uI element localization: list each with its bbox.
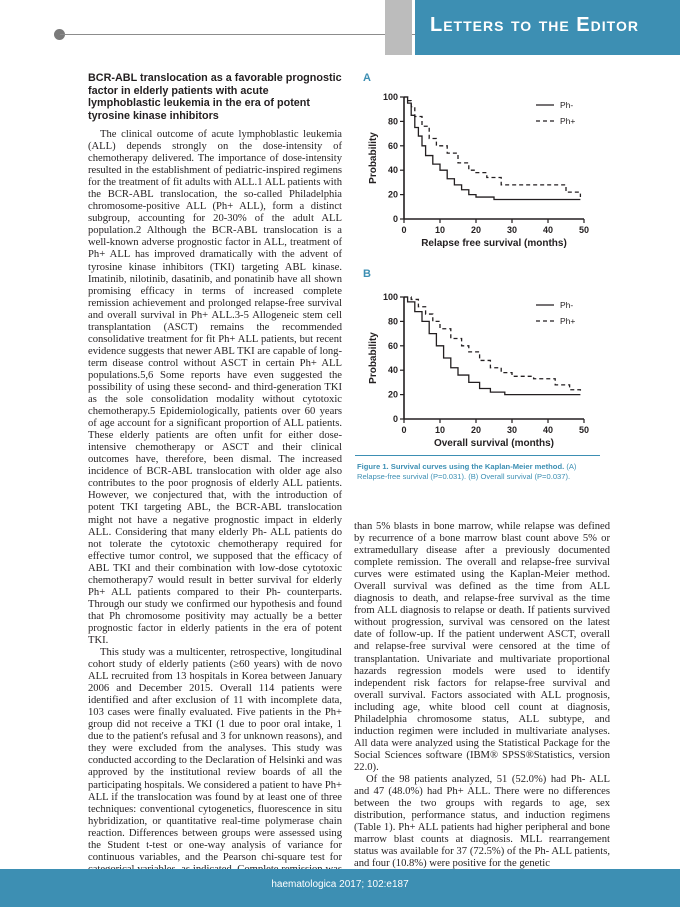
x-tick-label: 0 — [401, 425, 407, 435]
left-column — [88, 129, 342, 888]
y-tick-label: 0 — [392, 414, 398, 424]
x-tick-label: 40 — [542, 425, 554, 435]
km-curve-ph-negative — [404, 297, 580, 395]
y-tick-label: 80 — [387, 116, 398, 127]
paragraph-4: Of the 98 patients analyzed, 51 (52.0%) had Ph- ALL and 47 (48.0%) had Ph+ ALL. There were no differences between the two groups with regards to age, sex distribution, performance status, and induction regimens (Table 1). Ph+ ALL patients had higher peripheral and bone marrow blast counts at diagnosis. MLL rearrangement status was available for 37 (72.5%) of the Ph- ALL patients, and four (10.8%) were positive for the genetic — [354, 773, 610, 870]
paragraph-2: This study was a multicenter, retrospective, longitudinal cohort study of elderly patients (≥60 years) with de novo ALL recruited from 13 hospitals in Korea between January 2006 and December 2015. Overall 114 patients were identified and after exclusion of 11 with incomplete data, 103 cases were finally evaluated. Five patients in the Ph+ group did not receive a TKI (1 due to poor oral intake, 1 due to the patient's refusal and 3 for unknown reasons), and they were excluded from the analyses. This study was conducted according to the Declaration of Helsinki and was approved by the institutional review boards of all the participating hospitals. We considered a patient to have Ph+ ALL if the translocation was found by at least one of three techniques: conventional cytogenetics, fluorescence in situ hybridization, or quantitative real-time polymerase chain reaction. Differences between groups were assessed using the Student t-test or one-way analysis of variance for continuous variables, and the Pearson chi-square test for — [88, 647, 342, 863]
x-tick-label: 40 — [542, 225, 554, 235]
x-tick-label: 30 — [506, 225, 518, 235]
y-tick-label: 100 — [382, 92, 398, 102]
km-curve-ph-positive — [404, 297, 580, 392]
x-tick-label: 50 — [578, 425, 590, 435]
footer-citation: haematologica 2017; 102:e187 — [271, 879, 409, 890]
y-tick-label: 20 — [387, 189, 398, 200]
legend-label: Ph+ — [560, 316, 576, 326]
x-tick-label: 30 — [506, 425, 518, 435]
y-axis-label: Probability — [368, 132, 379, 184]
y-tick-label: 20 — [387, 389, 398, 400]
x-tick-label: 10 — [434, 225, 446, 235]
y-axis-label: Probability — [368, 332, 379, 384]
caption-rule — [355, 455, 600, 456]
y-tick-label: 80 — [387, 316, 398, 327]
legend-label: Ph- — [560, 100, 574, 110]
km-curve-ph-positive — [404, 97, 580, 197]
paragraph-3: than 5% blasts in bone marrow, while relapse was defined by recurrence of a bone marrow blast count above 5% or extramedullary disease after a previously documented complete remission. The overall and relapse-free survival curves were estimated using the Kaplan-Meier method. Overall survival was defined as the time from ALL diagnosis to death, and relapse-free survival as the time from ALL diagnosis to relapse or death. If patients survived without progression, survival was censored on the latest date of follow-up. If the patient underwent ASCT, overall and relapse-free survival were censored at the time of transplantation. Univariate and multivariate proportional hazards regression models were used to identify independent risk factors for relapse-free survival and overall survival. Factors associated with ALL prognosis, including age, white blood cell count at diagnosis, Philadelphia chromosome status, ALL subtype, and induction regimen were included in multivariate analyses. All data were analyzed using the Statistical Package for the Social Sciences software (IBM® SPSS®Statistics, version 22.0). — [354, 521, 610, 773]
header-rule — [60, 34, 420, 35]
caption-text: (A) Relapse-free survival (P=0.031). (B) Overall survival (P=0.037). — [357, 462, 577, 481]
article-title: BCR-ABL translocation as a favorable prognostic factor in elderly patients with acute lymphoblastic leukemia in the era of potent tyrosine kinase inhibitors — [88, 72, 342, 122]
x-tick-label: 0 — [401, 225, 407, 235]
panel-label-a: A — [363, 72, 371, 84]
caption-bold: Figure 1. Survival curves using the Kaplan-Meier method. — [357, 462, 565, 471]
km-curve-ph-negative — [404, 97, 580, 199]
x-axis-label: Relapse free survival (months) — [421, 238, 567, 249]
figure-caption — [357, 462, 597, 481]
relapse-free-survival-chart — [360, 85, 600, 260]
y-tick-label: 40 — [387, 165, 398, 176]
panel-label-b: B — [363, 268, 371, 280]
y-tick-label: 60 — [387, 340, 398, 351]
x-tick-label: 20 — [470, 225, 482, 235]
y-tick-label: 0 — [392, 214, 398, 224]
section-title: Letters to the Editor — [430, 14, 639, 36]
x-tick-label: 50 — [578, 225, 590, 235]
right-column — [354, 521, 610, 870]
legend-label: Ph- — [560, 300, 574, 310]
overall-survival-chart — [360, 285, 600, 460]
header-gray-block — [385, 0, 412, 55]
x-axis-label: Overall survival (months) — [433, 438, 555, 449]
x-tick-label: 20 — [470, 425, 482, 435]
legend-label: Ph+ — [560, 116, 576, 126]
y-tick-label: 100 — [382, 292, 398, 302]
x-tick-label: 10 — [434, 425, 446, 435]
paragraph-1: The clinical outcome of acute lymphoblastic leukemia (ALL) depends strongly on the dose-intensity of chemotherapy delivered. The importance of dose-intensity resulted in the establishment of pediatric-inspired regimens for the treatment of fit adults with ALL.1 ALL patients with the BCR-ABL translocation, the so-called Philadelphia chromosome-positive ALL (Ph+ ALL), form a distinct subgroup, accounting for 20-30% of the adult ALL population.2 Although the BCR-ABL translocation is a well-known adverse prognostic factor in ALL, treatment of Ph+ ALL has improved dramatically with the advent of tyrosine kinase inhibitors (TKI) targeting ABL kinase. Imatinib, nilotinib, dasatinib, and ponatinib have all shown promising efficacy in terms of increased complete remission achievement and prolonged relapse-free survival and overall survival in Ph+ ALL.3-5 Allogeneic stem cell transplantation (ASCT) remains the recommended consolidative treatment for fit Ph+ ALL patients, but recent evidence suggests that newer ABL TKI are capable of long-term disease control without ASCT in certain Ph+ ALL populations.5,6 Some reports have even suggested the possibility of using these second- and third-generation TKI as the sole consolidation modality without cytotoxic chemotherapy.5 Epidemiologically, patients over 60 years of age account for a significant proportion of ALL patients. These elderly patients are often unfit for either dose-intensive chemotherapy or ASCT and their clinical outcomes have, therefore, been dismal. The increased incidence of BCR-ABL translocation with older age also contributes to the poor prognosis of elderly ALL patients. However, we conjectured that, with the introduction of potent TKI targeting ABL, the BCR-ABL translocation might not have a negative prognostic impact in elderly ALL. Considering that many elderly Ph- ALL patients do not tolerate the cytotoxic chemotherapy required for effective tumor control, we supposed that the efficacy of ABL TKI and their combination with low-dose cytotoxic chemotherapy7 would result in better survival for elderly Ph+ ALL patients compared to their Ph- counterparts. Through our study we confirmed our hypothesis and found that Ph chromosome positivity may actually be a better prognostic factor in elderly patients in the era of potent TKI. — [88, 129, 342, 646]
y-tick-label: 40 — [387, 365, 398, 376]
y-tick-label: 60 — [387, 140, 398, 151]
